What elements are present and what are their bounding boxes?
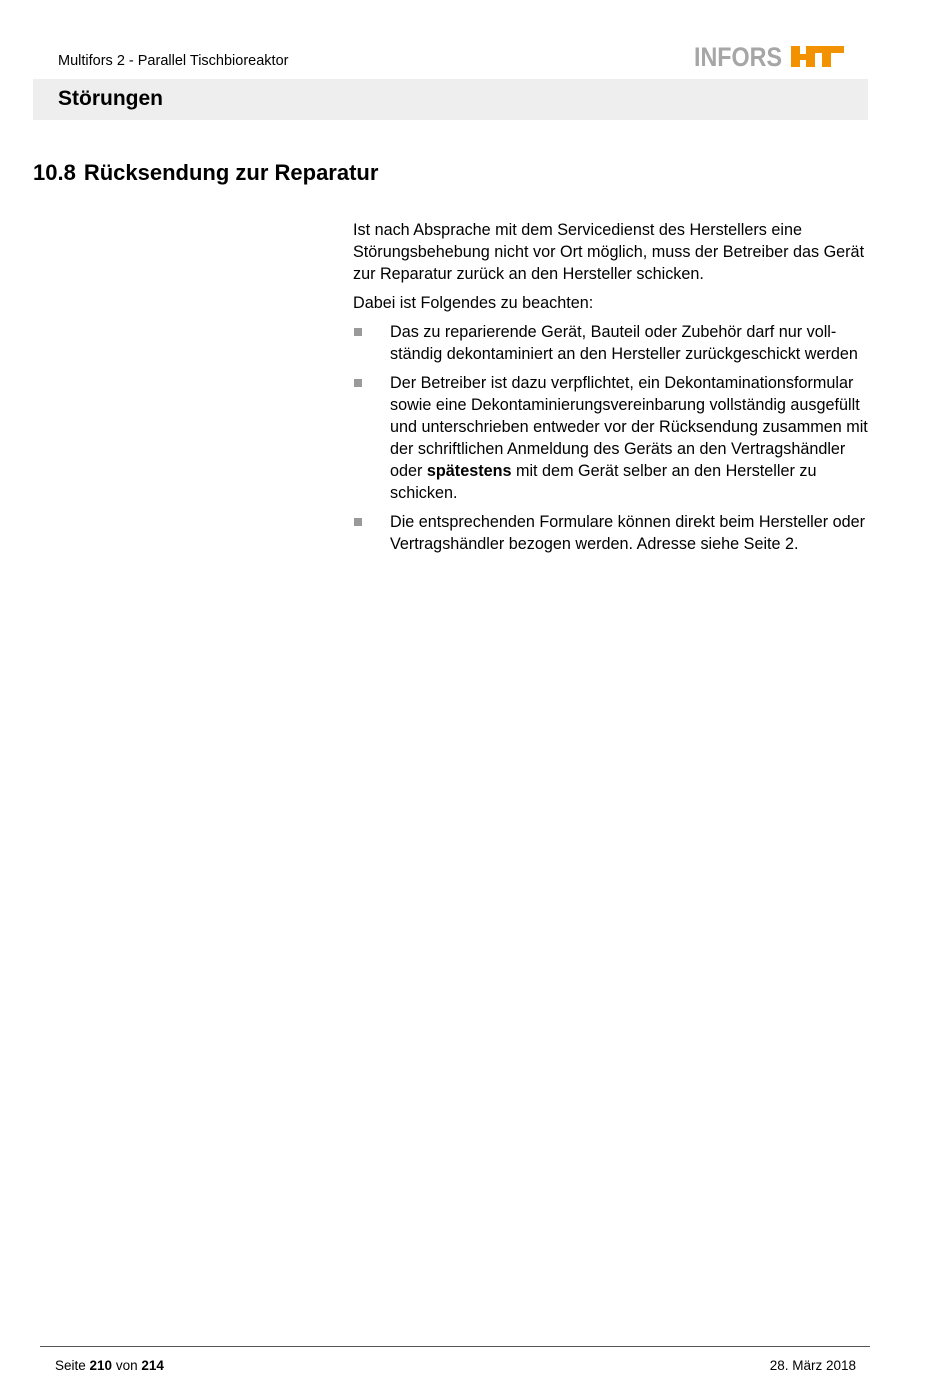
emphasis-text: spätestens (426, 462, 512, 480)
square-bullet-icon (354, 379, 362, 387)
document-date: 28. März 2018 (769, 1358, 856, 1373)
list-item-text: Das zu reparierende Gerät, Bauteil oder Zubehör darf nur vollständig dekontaminiert an den Hersteller zurückgeschickt werden (390, 323, 858, 363)
infors-ht-logo (694, 40, 846, 72)
list-item-text: Die entsprechenden Formulare können direkt beim Hersteller oder Vertragshändler bezogen werden. Adresse siehe Seite 2. (390, 513, 866, 553)
main-content (353, 219, 871, 562)
list-item-text (390, 374, 868, 502)
list-item (353, 321, 871, 365)
section-header-band (33, 79, 868, 120)
chapter-number: 10.8 (33, 160, 76, 185)
footer-divider (40, 1346, 870, 1347)
ht-mark-icon (791, 46, 844, 67)
list-item (353, 511, 871, 555)
total-pages: 214 (141, 1358, 164, 1373)
lead-paragraph: Dabei ist Folgendes zu beachten: (353, 294, 594, 312)
logo-text: INFORS (694, 42, 782, 72)
square-bullet-icon (354, 328, 362, 336)
current-page: 210 (89, 1358, 113, 1373)
intro-paragraph: Ist nach Absprache mit dem Servicedienst des Herstellers eine Störungsbehebung nicht vor Ort möglich, muss der Betreiber das Gerät zur Reparatur zurück an den Hersteller schicken. (353, 221, 865, 283)
list-item (353, 372, 871, 504)
list-item-text-end: mit dem Gerät selber an den Hersteller zu schicken. (390, 462, 817, 502)
chapter-title: Rücksendung zur Reparatur (83, 160, 379, 185)
page-number: Seite 210 von 214 (55, 1358, 164, 1373)
section-title: Störungen (58, 87, 163, 110)
square-bullet-icon (354, 518, 362, 526)
document-title: Multifors 2 - Parallel Tischbioreaktor (58, 53, 289, 69)
requirements-list (353, 321, 871, 555)
list-item-text-start: Der Betreiber ist dazu verpflichtet, ein Dekontaminationsformular sowie eine Dekontaminierungsvereinbarung vollständig ausgefüllt und unterschrieben entweder vor der Rücksendung zusammen mit der schriftlichen Anmeldung des Geräts an den Vertragshändler oder (390, 374, 868, 480)
chapter-heading (33, 159, 378, 187)
